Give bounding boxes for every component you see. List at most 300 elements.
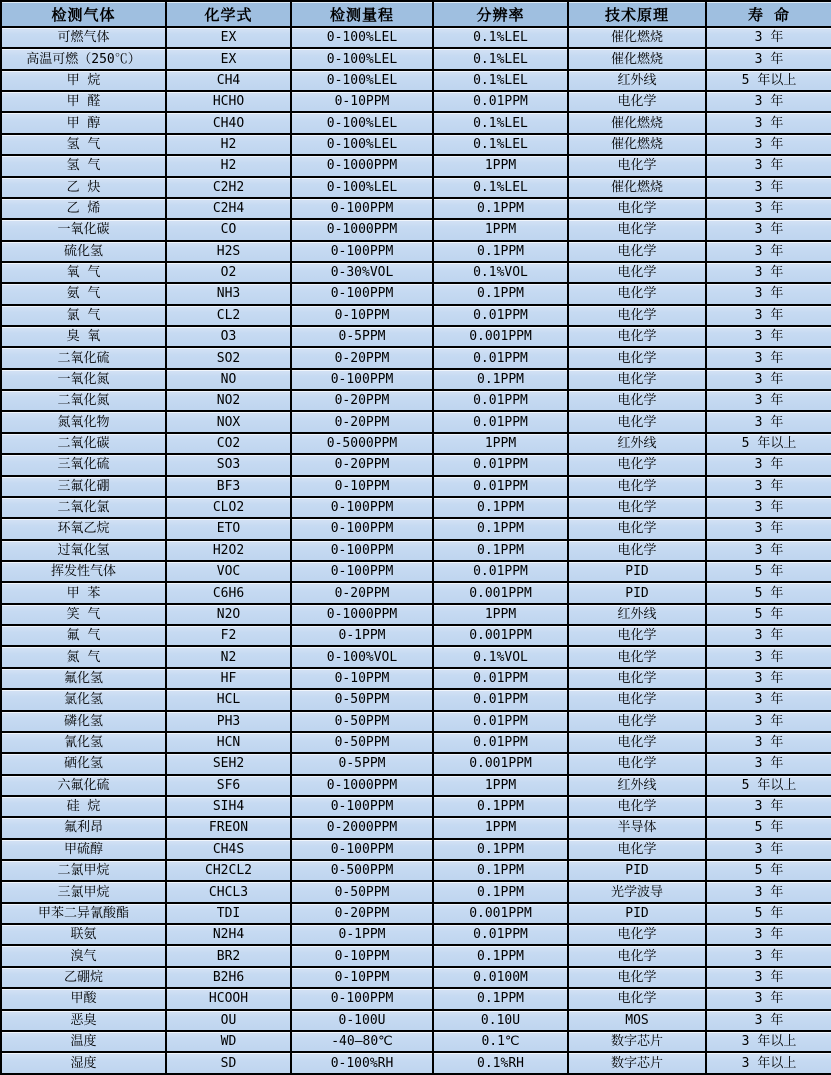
cell-lifespan: 5 年以上 (706, 70, 831, 91)
cell-lifespan: 5 年以上 (706, 775, 831, 796)
cell-resolution: 0.0100M (433, 967, 568, 988)
table-header (1, 1, 831, 27)
cell-resolution: 0.1%LEL (433, 177, 568, 198)
cell-resolution: 0.1PPM (433, 860, 568, 881)
cell-detection-range: 0-2000PPM (291, 817, 433, 838)
cell-detection-range: 0-100PPM (291, 497, 433, 518)
table-row (1, 561, 831, 582)
cell-chemical-formula: SD (166, 1052, 291, 1074)
cell-chemical-formula: HF (166, 668, 291, 689)
cell-chemical-formula: SF6 (166, 775, 291, 796)
cell-technology: 催化燃烧 (568, 177, 706, 198)
table-row (1, 625, 831, 646)
cell-technology: 电化学 (568, 689, 706, 710)
cell-detection-range: 0-100%LEL (291, 112, 433, 133)
cell-detection-range: 0-5PPM (291, 753, 433, 774)
cell-resolution: 0.1PPM (433, 796, 568, 817)
cell-technology: 电化学 (568, 988, 706, 1009)
cell-gas-name: 乙硼烷 (1, 967, 166, 988)
cell-gas-name: 乙 烯 (1, 198, 166, 219)
cell-lifespan: 3 年 (706, 326, 831, 347)
cell-detection-range: 0-1000PPM (291, 219, 433, 240)
cell-chemical-formula: VOC (166, 561, 291, 582)
table-row (1, 775, 831, 796)
cell-chemical-formula: CLO2 (166, 497, 291, 518)
cell-gas-name: 氮氧化物 (1, 411, 166, 432)
cell-lifespan: 3 年 (706, 924, 831, 945)
cell-chemical-formula: HCL (166, 689, 291, 710)
cell-detection-range: 0-100PPM (291, 540, 433, 561)
cell-chemical-formula: CHCL3 (166, 881, 291, 902)
cell-detection-range: 0-100%RH (291, 1052, 433, 1074)
cell-lifespan: 3 年 (706, 198, 831, 219)
cell-technology: 电化学 (568, 839, 706, 860)
cell-technology: 电化学 (568, 369, 706, 390)
cell-technology: 电化学 (568, 668, 706, 689)
cell-lifespan: 3 年 (706, 91, 831, 112)
cell-chemical-formula: N2 (166, 646, 291, 667)
cell-chemical-formula: BR2 (166, 945, 291, 966)
table-row (1, 1010, 831, 1031)
cell-gas-name: 磷化氢 (1, 711, 166, 732)
cell-chemical-formula: WD (166, 1031, 291, 1052)
cell-chemical-formula: CO (166, 219, 291, 240)
cell-technology: 电化学 (568, 518, 706, 539)
cell-chemical-formula: NH3 (166, 283, 291, 304)
cell-lifespan: 5 年 (706, 817, 831, 838)
cell-chemical-formula: C2H4 (166, 198, 291, 219)
cell-gas-name: 挥发性气体 (1, 561, 166, 582)
cell-detection-range: 0-20PPM (291, 582, 433, 603)
cell-resolution: 0.1%LEL (433, 27, 568, 48)
cell-lifespan: 3 年 (706, 369, 831, 390)
cell-technology: 电化学 (568, 155, 706, 176)
cell-resolution: 0.01PPM (433, 476, 568, 497)
cell-gas-name: 氮 气 (1, 646, 166, 667)
cell-gas-name: 湿度 (1, 1052, 166, 1074)
cell-gas-name: 硅 烷 (1, 796, 166, 817)
cell-lifespan: 3 年 (706, 497, 831, 518)
cell-technology: 电化学 (568, 305, 706, 326)
cell-technology: 电化学 (568, 967, 706, 988)
table-row (1, 903, 831, 924)
cell-lifespan: 3 年以上 (706, 1052, 831, 1074)
cell-lifespan: 3 年 (706, 134, 831, 155)
cell-resolution: 0.1%RH (433, 1052, 568, 1074)
cell-chemical-formula: ETO (166, 518, 291, 539)
cell-detection-range: 0-10PPM (291, 476, 433, 497)
cell-lifespan: 5 年 (706, 582, 831, 603)
table-row (1, 839, 831, 860)
cell-technology: 催化燃烧 (568, 134, 706, 155)
table-row (1, 262, 831, 283)
cell-technology: 半导体 (568, 817, 706, 838)
cell-lifespan: 3 年 (706, 454, 831, 475)
cell-technology: 光学波导 (568, 881, 706, 902)
cell-lifespan: 3 年 (706, 625, 831, 646)
cell-resolution: 1PPM (433, 433, 568, 454)
cell-detection-range: 0-100%LEL (291, 134, 433, 155)
column-header-chemical-formula: 化学式 (166, 1, 291, 27)
cell-technology: 红外线 (568, 433, 706, 454)
cell-resolution: 1PPM (433, 155, 568, 176)
cell-detection-range: 0-100PPM (291, 988, 433, 1009)
cell-gas-name: 臭 氧 (1, 326, 166, 347)
cell-detection-range: 0-20PPM (291, 903, 433, 924)
cell-detection-range: 0-100%LEL (291, 177, 433, 198)
cell-detection-range: 0-20PPM (291, 347, 433, 368)
cell-resolution: 0.001PPM (433, 582, 568, 603)
cell-gas-name: 一氧化氮 (1, 369, 166, 390)
cell-technology: PID (568, 903, 706, 924)
table-row (1, 540, 831, 561)
table-row (1, 796, 831, 817)
header-row (1, 1, 831, 27)
cell-resolution: 0.1PPM (433, 988, 568, 1009)
cell-gas-name: 二氧化硫 (1, 347, 166, 368)
cell-chemical-formula: NO (166, 369, 291, 390)
cell-chemical-formula: N2H4 (166, 924, 291, 945)
table-row (1, 604, 831, 625)
cell-gas-name: 甲 醛 (1, 91, 166, 112)
cell-chemical-formula: EX (166, 27, 291, 48)
table-row (1, 390, 831, 411)
cell-detection-range: 0-10PPM (291, 668, 433, 689)
cell-resolution: 0.001PPM (433, 903, 568, 924)
table-row (1, 1031, 831, 1052)
cell-technology: 电化学 (568, 753, 706, 774)
cell-resolution: 0.10U (433, 1010, 568, 1031)
cell-gas-name: 氯 气 (1, 305, 166, 326)
table-row (1, 711, 831, 732)
cell-detection-range: 0-100PPM (291, 518, 433, 539)
cell-resolution: 0.1PPM (433, 540, 568, 561)
cell-chemical-formula: SIH4 (166, 796, 291, 817)
cell-gas-name: 氨 气 (1, 283, 166, 304)
cell-lifespan: 3 年 (706, 646, 831, 667)
table-row (1, 732, 831, 753)
table-row (1, 817, 831, 838)
cell-chemical-formula: H2 (166, 134, 291, 155)
table-row (1, 582, 831, 603)
cell-lifespan: 3 年 (706, 27, 831, 48)
cell-technology: 电化学 (568, 540, 706, 561)
cell-gas-name: 甲 烷 (1, 70, 166, 91)
cell-detection-range: 0-50PPM (291, 689, 433, 710)
cell-detection-range: 0-100%LEL (291, 70, 433, 91)
cell-gas-name: 过氧化氢 (1, 540, 166, 561)
table-row (1, 881, 831, 902)
table-row (1, 988, 831, 1009)
table-row (1, 27, 831, 48)
cell-technology: 数字芯片 (568, 1031, 706, 1052)
cell-resolution: 0.1PPM (433, 945, 568, 966)
cell-lifespan: 3 年 (706, 1010, 831, 1031)
cell-gas-name: 甲 醇 (1, 112, 166, 133)
cell-detection-range: 0-10PPM (291, 305, 433, 326)
cell-detection-range: 0-100PPM (291, 561, 433, 582)
cell-gas-name: 二氧化碳 (1, 433, 166, 454)
cell-technology: 数字芯片 (568, 1052, 706, 1074)
cell-lifespan: 3 年 (706, 262, 831, 283)
table-row (1, 305, 831, 326)
cell-technology: 电化学 (568, 646, 706, 667)
cell-detection-range: 0-100PPM (291, 198, 433, 219)
cell-lifespan: 3 年 (706, 518, 831, 539)
cell-resolution: 1PPM (433, 604, 568, 625)
cell-gas-name: 二氯甲烷 (1, 860, 166, 881)
cell-chemical-formula: BF3 (166, 476, 291, 497)
cell-resolution: 0.1PPM (433, 283, 568, 304)
cell-detection-range: 0-100PPM (291, 369, 433, 390)
cell-resolution: 0.01PPM (433, 305, 568, 326)
cell-chemical-formula: CH4S (166, 839, 291, 860)
cell-technology: 催化燃烧 (568, 112, 706, 133)
cell-resolution: 1PPM (433, 219, 568, 240)
cell-detection-range: 0-100%LEL (291, 27, 433, 48)
table-row (1, 347, 831, 368)
cell-technology: PID (568, 582, 706, 603)
cell-technology: 红外线 (568, 775, 706, 796)
cell-chemical-formula: CL2 (166, 305, 291, 326)
cell-technology: 催化燃烧 (568, 27, 706, 48)
cell-resolution: 0.01PPM (433, 91, 568, 112)
cell-gas-name: 笑 气 (1, 604, 166, 625)
cell-detection-range: 0-50PPM (291, 711, 433, 732)
cell-resolution: 0.1%VOL (433, 262, 568, 283)
cell-technology: PID (568, 860, 706, 881)
table-row (1, 48, 831, 69)
cell-lifespan: 3 年 (706, 305, 831, 326)
cell-chemical-formula: O2 (166, 262, 291, 283)
cell-gas-name: 温度 (1, 1031, 166, 1052)
cell-gas-name: 甲硫醇 (1, 839, 166, 860)
table-row (1, 369, 831, 390)
cell-chemical-formula: HCOOH (166, 988, 291, 1009)
cell-technology: 电化学 (568, 241, 706, 262)
cell-gas-name: 氟利昂 (1, 817, 166, 838)
cell-resolution: 0.01PPM (433, 689, 568, 710)
cell-resolution: 0.01PPM (433, 411, 568, 432)
cell-technology: 电化学 (568, 219, 706, 240)
cell-technology: 红外线 (568, 70, 706, 91)
cell-chemical-formula: H2 (166, 155, 291, 176)
cell-chemical-formula: OU (166, 1010, 291, 1031)
cell-lifespan: 3 年 (706, 988, 831, 1009)
table-row (1, 91, 831, 112)
cell-lifespan: 3 年 (706, 668, 831, 689)
cell-detection-range: 0-100U (291, 1010, 433, 1031)
cell-resolution: 0.1PPM (433, 241, 568, 262)
cell-lifespan: 5 年 (706, 604, 831, 625)
cell-lifespan: 3 年 (706, 48, 831, 69)
cell-resolution: 0.01PPM (433, 924, 568, 945)
cell-resolution: 0.1PPM (433, 881, 568, 902)
cell-gas-name: 溴气 (1, 945, 166, 966)
cell-technology: 电化学 (568, 283, 706, 304)
table-row (1, 411, 831, 432)
cell-technology: 电化学 (568, 454, 706, 475)
cell-gas-name: 氢 气 (1, 155, 166, 176)
cell-chemical-formula: EX (166, 48, 291, 69)
cell-technology: 电化学 (568, 411, 706, 432)
cell-lifespan: 3 年 (706, 967, 831, 988)
cell-resolution: 0.1%LEL (433, 134, 568, 155)
cell-resolution: 0.01PPM (433, 668, 568, 689)
table-row (1, 134, 831, 155)
cell-detection-range: 0-30%VOL (291, 262, 433, 283)
cell-lifespan: 3 年 (706, 411, 831, 432)
cell-chemical-formula: CH4O (166, 112, 291, 133)
column-header-gas-name: 检测气体 (1, 1, 166, 27)
cell-lifespan: 3 年 (706, 881, 831, 902)
cell-resolution: 0.1%LEL (433, 48, 568, 69)
cell-lifespan: 3 年 (706, 732, 831, 753)
cell-detection-range: 0-20PPM (291, 411, 433, 432)
cell-chemical-formula: FREON (166, 817, 291, 838)
cell-lifespan: 3 年 (706, 711, 831, 732)
cell-lifespan: 3 年 (706, 219, 831, 240)
cell-technology: 电化学 (568, 476, 706, 497)
cell-resolution: 0.01PPM (433, 561, 568, 582)
cell-chemical-formula: SEH2 (166, 753, 291, 774)
cell-detection-range: 0-100PPM (291, 839, 433, 860)
table-row (1, 177, 831, 198)
table-row (1, 1052, 831, 1074)
cell-detection-range: 0-5000PPM (291, 433, 433, 454)
cell-lifespan: 3 年 (706, 753, 831, 774)
cell-detection-range: 0-100PPM (291, 796, 433, 817)
cell-detection-range: 0-100PPM (291, 283, 433, 304)
cell-resolution: 0.1PPM (433, 497, 568, 518)
cell-gas-name: 甲酸 (1, 988, 166, 1009)
column-header-detection-range: 检测量程 (291, 1, 433, 27)
table-row (1, 497, 831, 518)
cell-resolution: 0.1PPM (433, 518, 568, 539)
cell-technology: 电化学 (568, 732, 706, 753)
cell-technology: 电化学 (568, 390, 706, 411)
table-row (1, 753, 831, 774)
table-row (1, 860, 831, 881)
cell-resolution: 1PPM (433, 817, 568, 838)
cell-chemical-formula: CH4 (166, 70, 291, 91)
cell-detection-range: 0-20PPM (291, 390, 433, 411)
table-row (1, 454, 831, 475)
cell-lifespan: 5 年 (706, 903, 831, 924)
table-row (1, 326, 831, 347)
cell-technology: 催化燃烧 (568, 48, 706, 69)
cell-lifespan: 3 年 (706, 390, 831, 411)
cell-chemical-formula: B2H6 (166, 967, 291, 988)
cell-detection-range: 0-500PPM (291, 860, 433, 881)
cell-lifespan: 3 年 (706, 283, 831, 304)
cell-detection-range: 0-1PPM (291, 924, 433, 945)
table-row (1, 518, 831, 539)
cell-detection-range: 0-100%VOL (291, 646, 433, 667)
cell-resolution: 0.1%LEL (433, 112, 568, 133)
cell-technology: 电化学 (568, 262, 706, 283)
cell-resolution: 0.1PPM (433, 839, 568, 860)
cell-technology: 电化学 (568, 497, 706, 518)
cell-detection-range: 0-50PPM (291, 732, 433, 753)
cell-chemical-formula: CO2 (166, 433, 291, 454)
cell-resolution: 0.1PPM (433, 369, 568, 390)
cell-gas-name: 二氧化氯 (1, 497, 166, 518)
cell-gas-name: 高温可燃（250℃） (1, 48, 166, 69)
cell-gas-name: 环氧乙烷 (1, 518, 166, 539)
cell-gas-name: 氢 气 (1, 134, 166, 155)
cell-lifespan: 3 年 (706, 347, 831, 368)
cell-detection-range: 0-5PPM (291, 326, 433, 347)
cell-gas-name: 氟化氢 (1, 668, 166, 689)
table-row (1, 646, 831, 667)
cell-gas-name: 六氟化硫 (1, 775, 166, 796)
cell-detection-range: 0-100PPM (291, 241, 433, 262)
cell-detection-range: 0-1000PPM (291, 155, 433, 176)
cell-gas-name: 可燃气体 (1, 27, 166, 48)
cell-resolution: 0.1%VOL (433, 646, 568, 667)
cell-detection-range: 0-50PPM (291, 881, 433, 902)
cell-resolution: 0.01PPM (433, 347, 568, 368)
cell-gas-name: 二氧化氮 (1, 390, 166, 411)
cell-technology: 电化学 (568, 924, 706, 945)
cell-lifespan: 3 年以上 (706, 1031, 831, 1052)
cell-gas-name: 恶臭 (1, 1010, 166, 1031)
cell-resolution: 0.1%LEL (433, 70, 568, 91)
cell-technology: 电化学 (568, 711, 706, 732)
cell-chemical-formula: H2O2 (166, 540, 291, 561)
cell-detection-range: 0-1000PPM (291, 775, 433, 796)
cell-technology: 红外线 (568, 604, 706, 625)
column-header-technology: 技术原理 (568, 1, 706, 27)
column-header-resolution: 分辨率 (433, 1, 568, 27)
cell-detection-range: 0-1PPM (291, 625, 433, 646)
cell-resolution: 0.01PPM (433, 390, 568, 411)
cell-technology: PID (568, 561, 706, 582)
cell-chemical-formula: C6H6 (166, 582, 291, 603)
table-row (1, 70, 831, 91)
cell-resolution: 0.001PPM (433, 326, 568, 347)
cell-resolution: 0.001PPM (433, 625, 568, 646)
cell-lifespan: 3 年 (706, 112, 831, 133)
cell-lifespan: 3 年 (706, 796, 831, 817)
cell-technology: 电化学 (568, 625, 706, 646)
cell-gas-name: 氧 气 (1, 262, 166, 283)
cell-technology: MOS (568, 1010, 706, 1031)
cell-resolution: 0.1PPM (433, 198, 568, 219)
cell-chemical-formula: NOX (166, 411, 291, 432)
cell-technology: 电化学 (568, 347, 706, 368)
cell-detection-range: 0-1000PPM (291, 604, 433, 625)
table-body (1, 27, 831, 1074)
cell-gas-name: 乙 炔 (1, 177, 166, 198)
table-row (1, 967, 831, 988)
cell-technology: 电化学 (568, 91, 706, 112)
cell-technology: 电化学 (568, 198, 706, 219)
cell-gas-name: 氰化氢 (1, 732, 166, 753)
cell-resolution: 0.01PPM (433, 711, 568, 732)
cell-lifespan: 3 年 (706, 476, 831, 497)
cell-resolution: 1PPM (433, 775, 568, 796)
cell-gas-name: 氟 气 (1, 625, 166, 646)
cell-technology: 电化学 (568, 796, 706, 817)
table-row (1, 241, 831, 262)
table-row (1, 668, 831, 689)
cell-chemical-formula: N2O (166, 604, 291, 625)
cell-chemical-formula: SO3 (166, 454, 291, 475)
cell-detection-range: 0-10PPM (291, 967, 433, 988)
cell-lifespan: 5 年 (706, 561, 831, 582)
